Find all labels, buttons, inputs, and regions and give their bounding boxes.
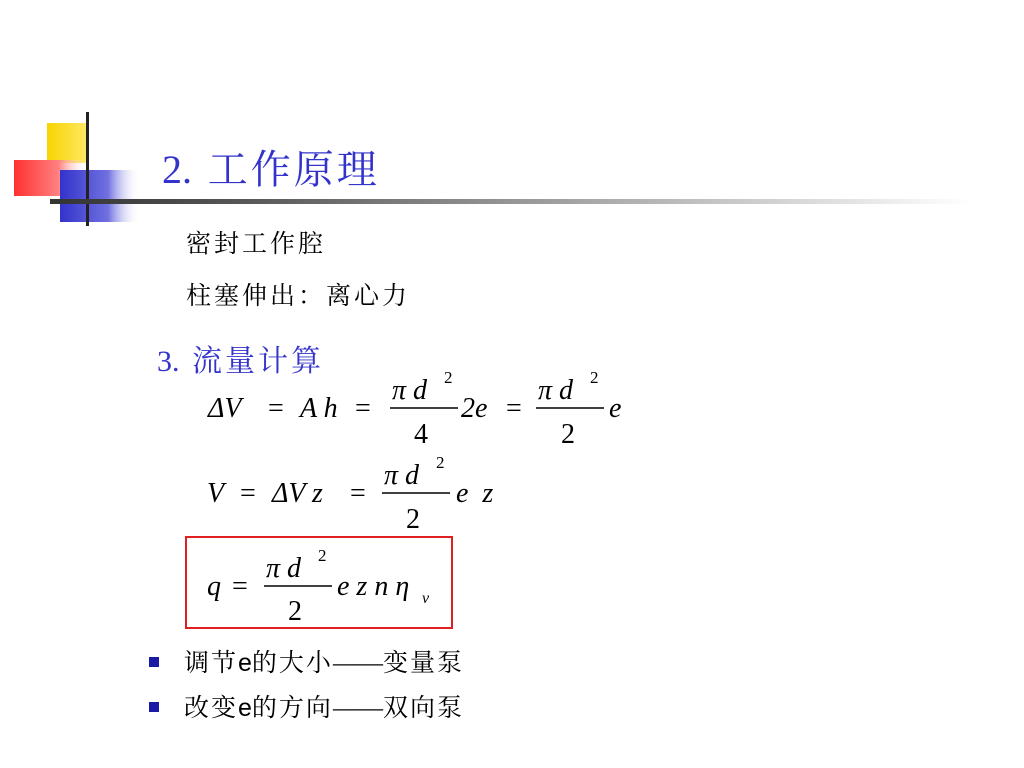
formula-displacement <box>207 453 493 535</box>
text-line-seal-chamber: 密封工作腔 <box>186 229 327 258</box>
bullet-item-variable-pump <box>184 643 464 679</box>
f1-equals-3: = <box>506 393 522 424</box>
bullet-2-after: 双向泵 <box>382 693 464 722</box>
bullet-1-e: e <box>238 649 252 677</box>
f1-square-2: 2 <box>590 368 599 387</box>
f3-q: q <box>207 571 221 602</box>
bullet-1-after: 变量泵 <box>382 648 464 677</box>
f2-numerator: π d <box>384 460 420 491</box>
bullet-2-middle: 的方向 <box>251 693 333 722</box>
title-number: 2. <box>162 147 192 192</box>
f2-ez: e z <box>456 478 494 509</box>
title-text: 工作原理 <box>207 147 380 193</box>
f2-equals-1: = <box>240 478 256 509</box>
section-text: 流量计算 <box>192 344 325 379</box>
bullet-item-bidirectional-pump <box>184 688 464 724</box>
formula-displacement-per-stroke <box>207 368 621 450</box>
f1-square-1: 2 <box>444 368 453 387</box>
f3-subscript-v: v <box>422 590 430 607</box>
bullet-1-before: 调节 <box>184 648 239 677</box>
bullet-2-e: e <box>238 694 252 722</box>
bullet-1-dash: —— <box>332 650 383 677</box>
f1-numerator-2: π d <box>538 375 574 406</box>
f1-ah: A h <box>300 393 338 424</box>
f1-numerator-1: π d <box>392 375 428 406</box>
f2-equals-2: = <box>350 478 366 509</box>
section-number: 3. <box>157 345 180 378</box>
f1-equals-2: = <box>355 393 371 424</box>
f1-two-e: 2e <box>461 393 488 424</box>
text-line-plunger-extend: 柱塞伸出：离心力 <box>186 281 411 310</box>
f1-delta-v: ΔV <box>208 393 242 424</box>
bullet-1-middle: 的大小 <box>251 648 333 677</box>
formula-flow-rate <box>186 537 452 628</box>
f3-numerator: π d <box>266 553 302 584</box>
f1-denominator-2: 2 <box>561 419 575 450</box>
f2-denominator: 2 <box>406 504 420 535</box>
f3-eznh: e z n η <box>337 571 410 602</box>
f1-denominator-1: 4 <box>414 419 428 450</box>
bullet-2-before: 改变 <box>184 693 239 722</box>
f2-v: V <box>207 478 225 509</box>
f2-square: 2 <box>436 453 445 472</box>
bullet-marker-2 <box>149 702 159 712</box>
f3-square: 2 <box>318 546 327 565</box>
bullet-2-dash: —— <box>332 695 383 722</box>
f2-delta-vz: ΔV z <box>272 478 323 509</box>
f1-equals-1: = <box>268 393 284 424</box>
bullet-marker-1 <box>149 657 159 667</box>
f3-denominator: 2 <box>288 596 302 627</box>
f3-equals: = <box>232 571 248 602</box>
f1-e: e <box>609 393 622 424</box>
